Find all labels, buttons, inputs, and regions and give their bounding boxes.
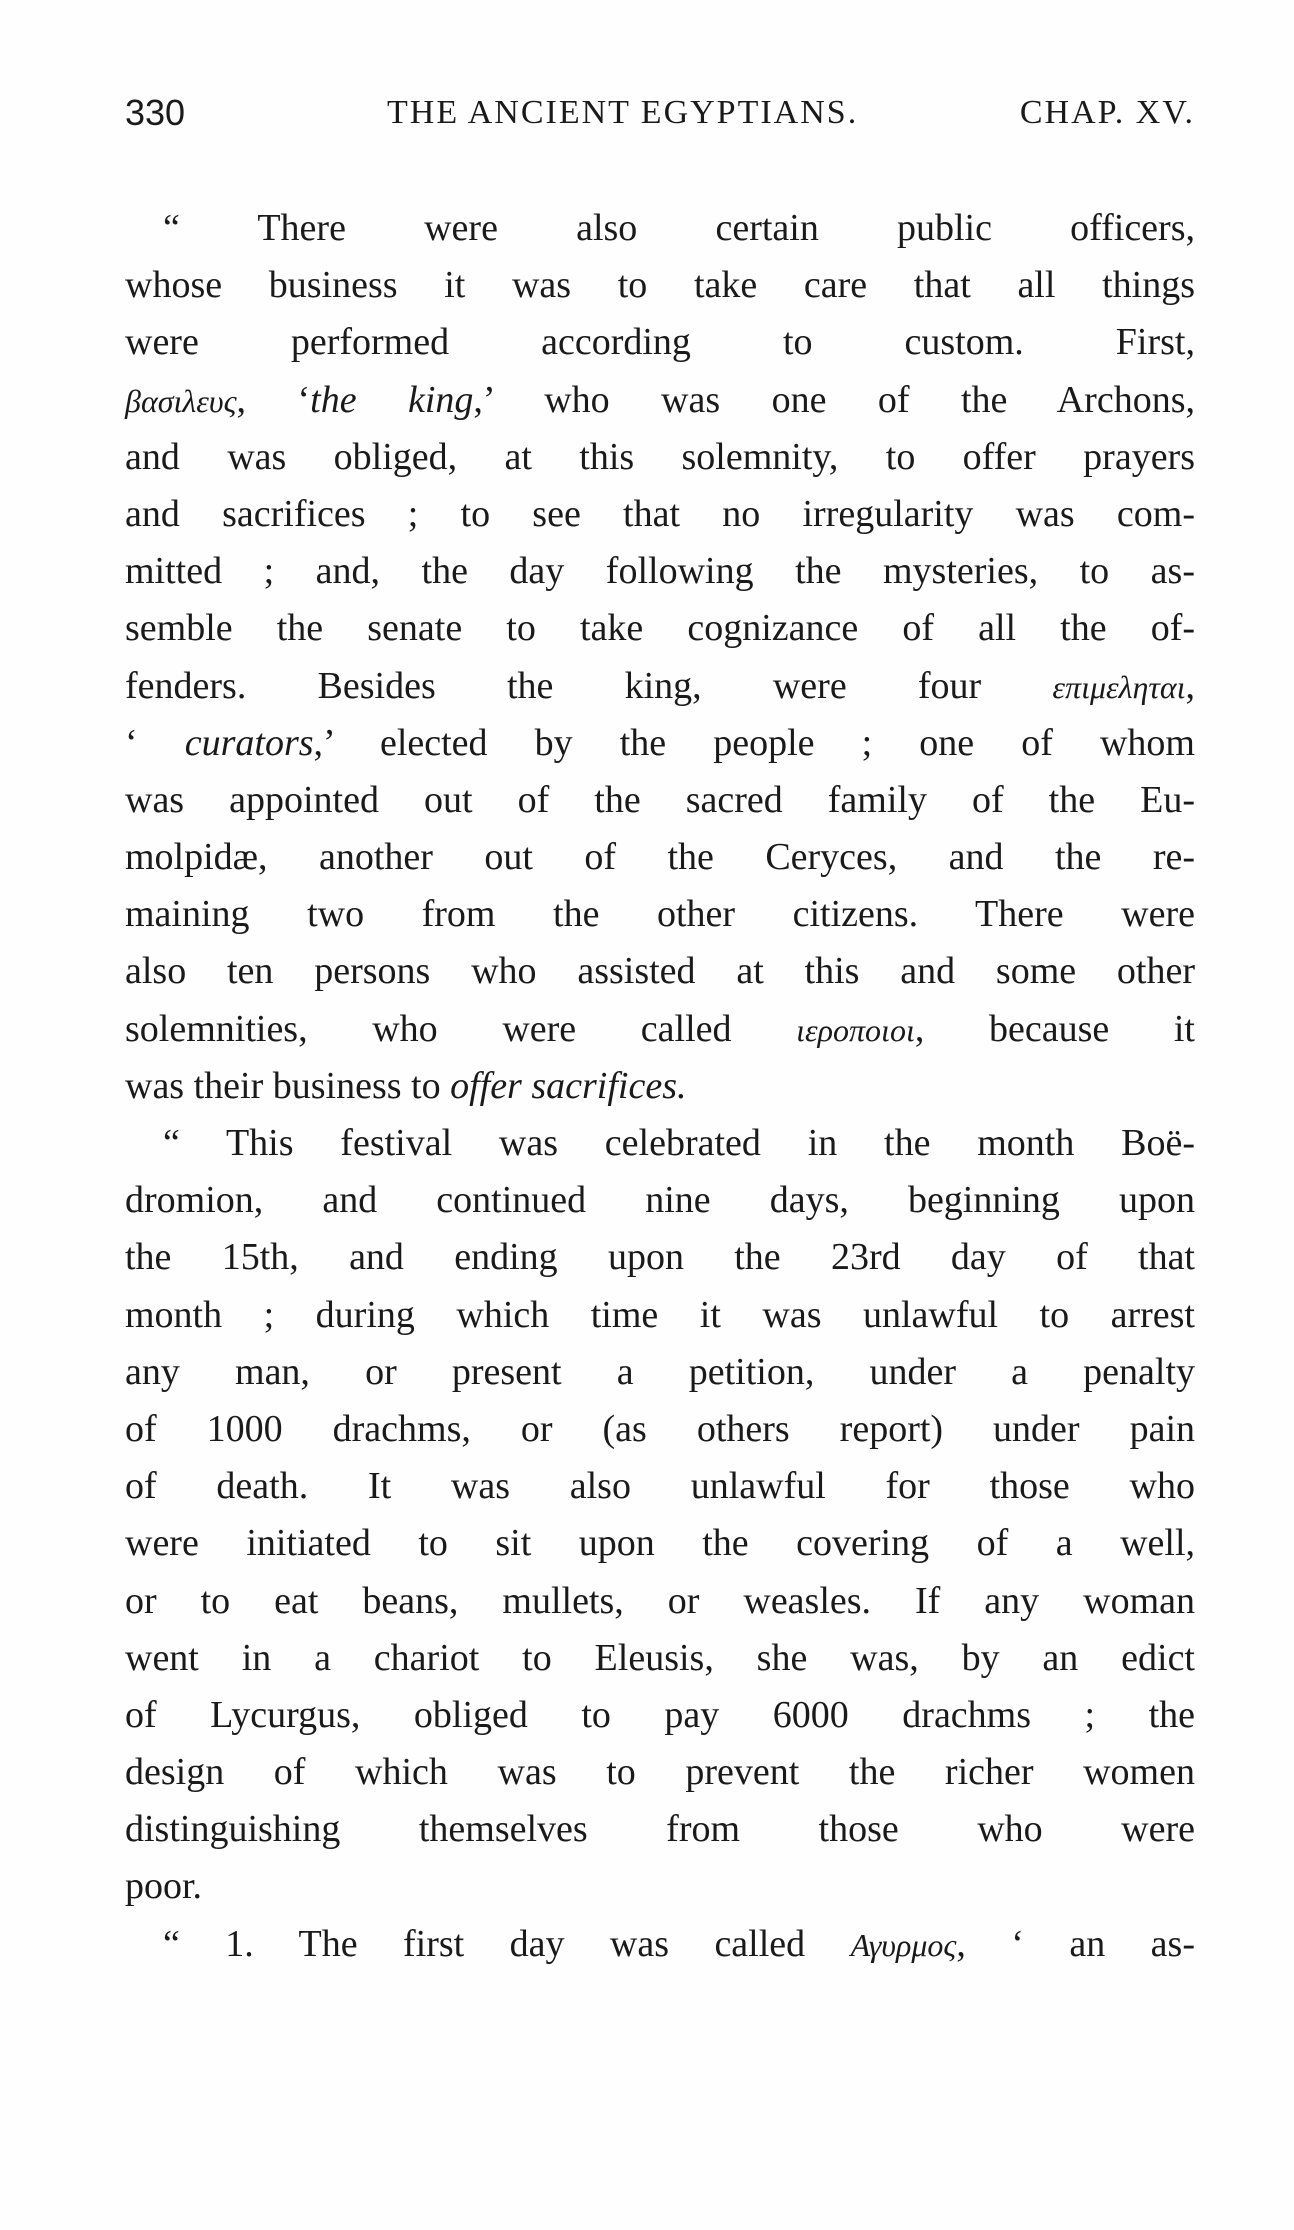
text-segment: molpidæ, another out of the Ceryces, and the re- bbox=[125, 836, 1195, 879]
book-title: THE ANCIENT EGYPTIANS. bbox=[387, 94, 859, 131]
text-segment: the 15th, and ending upon the 23rd day of that bbox=[125, 1236, 1195, 1279]
running-head bbox=[125, 92, 1195, 152]
text-line bbox=[125, 1573, 1195, 1630]
text-line bbox=[125, 600, 1195, 657]
text-segment: ,’ who was one of the Archons, bbox=[473, 378, 1195, 421]
page-number: 330 bbox=[125, 92, 186, 133]
text-segment: maining two from the other citizens. There were bbox=[125, 893, 1195, 936]
text-line bbox=[125, 829, 1195, 886]
text-line bbox=[125, 1229, 1195, 1286]
text-line bbox=[125, 886, 1195, 943]
text-segment: any man, or present a petition, under a penalty bbox=[125, 1350, 1195, 1393]
text-line bbox=[125, 1801, 1195, 1858]
text-segment: or to eat beans, mullets, or weasles. If any woman bbox=[125, 1579, 1195, 1622]
text-segment: solemnities, who were called bbox=[125, 1007, 797, 1050]
text-line bbox=[125, 372, 1195, 429]
text-line bbox=[125, 658, 1195, 715]
text-segment: mitted ; and, the day following the mysteries, to as- bbox=[125, 550, 1195, 593]
text-segment: semble the senate to take cognizance of all the of- bbox=[125, 607, 1195, 650]
text-line bbox=[125, 1115, 1195, 1172]
body-text bbox=[125, 200, 1195, 1973]
text-segment: fenders. Besides the king, were four bbox=[125, 664, 1053, 707]
text-line bbox=[125, 1001, 1195, 1058]
text-segment: “ This festival was celebrated in the month Boë- bbox=[163, 1122, 1195, 1164]
text-segment: design of which was to prevent the richer women bbox=[125, 1751, 1195, 1794]
text-line bbox=[125, 715, 1195, 772]
text-segment: were performed according to custom. First, bbox=[125, 321, 1195, 364]
text-segment: was appointed out of the sacred family of the Eu- bbox=[125, 778, 1195, 821]
text-line bbox=[125, 1344, 1195, 1401]
text-segment: ,’ elected by the people ; one of whom bbox=[313, 721, 1195, 764]
text-line bbox=[125, 314, 1195, 371]
text-segment: of Lycurgus, obliged to pay 6000 drachms ; the bbox=[125, 1693, 1195, 1736]
italic-text: the king bbox=[310, 378, 474, 421]
text-segment: , because it bbox=[914, 1007, 1195, 1050]
text-line bbox=[125, 429, 1195, 486]
text-line bbox=[125, 543, 1195, 600]
text-line bbox=[125, 772, 1195, 829]
text-segment: whose business it was to take care that all things bbox=[125, 264, 1195, 307]
text-segment: went in a chariot to Eleusis, she was, by an edict bbox=[125, 1636, 1195, 1679]
text-segment: “ 1. The first day was called bbox=[163, 1922, 851, 1965]
text-segment: , ‘ an as- bbox=[956, 1922, 1195, 1965]
text-line bbox=[125, 1916, 1195, 1973]
chapter-label: CHAP. XV. bbox=[1019, 94, 1195, 131]
text-line bbox=[125, 486, 1195, 543]
text-segment: distinguishing themselves from those who were bbox=[125, 1808, 1195, 1851]
text-segment: ‘ bbox=[125, 721, 185, 764]
text-line bbox=[125, 1172, 1195, 1229]
text-line bbox=[125, 1515, 1195, 1572]
text-line bbox=[125, 1687, 1195, 1744]
text-segment: of 1000 drachms, or (as others report) under pain bbox=[125, 1407, 1195, 1450]
text-segment: and sacrifices ; to see that no irregularity was com- bbox=[125, 492, 1195, 535]
text-line bbox=[125, 943, 1195, 1000]
text-line bbox=[125, 1058, 1195, 1115]
text-segment: and was obliged, at this solemnity, to offer prayers bbox=[125, 435, 1195, 478]
greek-word: επιμεληται bbox=[1052, 668, 1186, 705]
text-segment: poor. bbox=[125, 1865, 203, 1908]
text-segment: “ There were also certain public officers, bbox=[163, 207, 1195, 249]
text-line bbox=[125, 1630, 1195, 1687]
text-segment: were initiated to sit upon the covering of a well, bbox=[125, 1522, 1195, 1565]
italic-text: curators bbox=[184, 721, 314, 764]
greek-word: ιεροποιοι bbox=[796, 1011, 915, 1048]
text-line bbox=[125, 257, 1195, 314]
text-line bbox=[125, 1401, 1195, 1458]
text-segment: month ; during which time it was unlawful to arrest bbox=[125, 1293, 1195, 1336]
text-line bbox=[125, 1858, 1195, 1915]
text-line bbox=[125, 1287, 1195, 1344]
text-line bbox=[125, 200, 1195, 257]
text-segment: of death. It was also unlawful for those who bbox=[125, 1465, 1195, 1508]
greek-word: Αγυρμος bbox=[850, 1926, 957, 1963]
greek-word: βασιλευς bbox=[125, 382, 237, 419]
text-segment: also ten persons who assisted at this and some other bbox=[125, 950, 1195, 993]
text-line bbox=[125, 1458, 1195, 1515]
text-line bbox=[125, 1744, 1195, 1801]
text-segment: dromion, and continued nine days, beginning upon bbox=[125, 1179, 1195, 1222]
text-segment: was their business to bbox=[125, 1064, 451, 1107]
text-segment: , ‘ bbox=[236, 378, 311, 421]
italic-text: offer sacrifices. bbox=[450, 1064, 687, 1107]
text-segment: , bbox=[1185, 664, 1195, 707]
